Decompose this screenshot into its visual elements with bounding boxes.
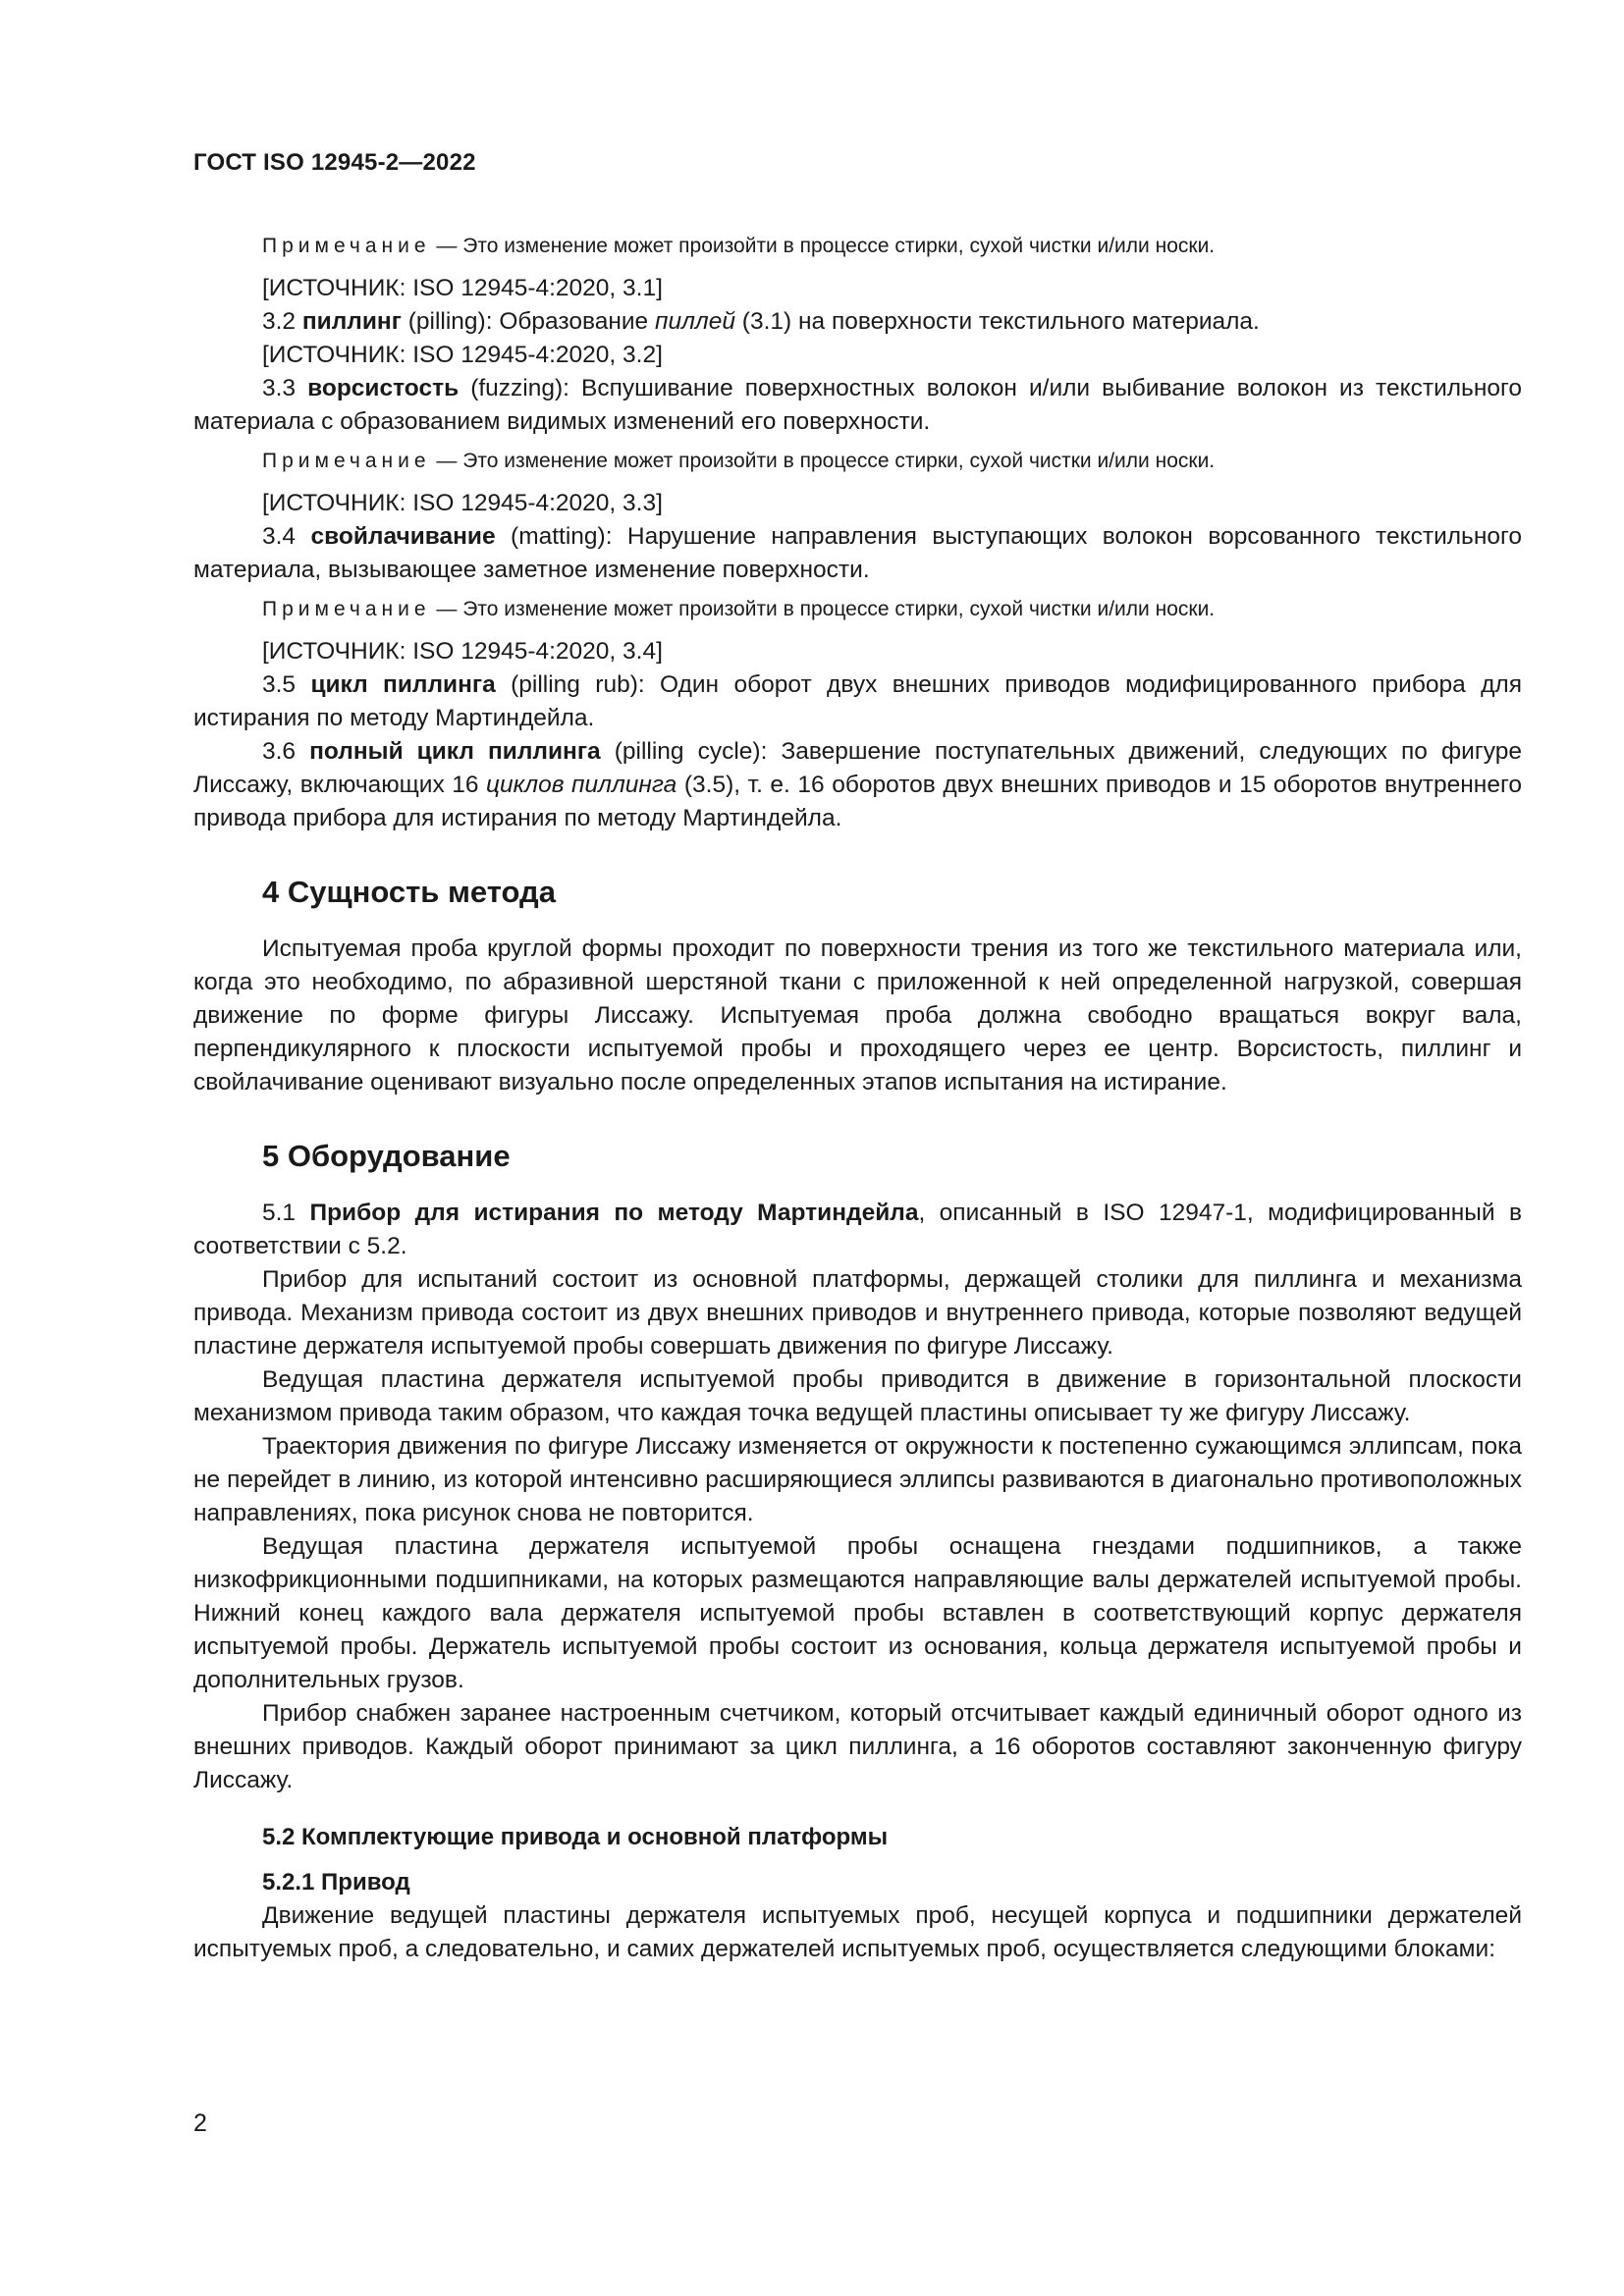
- term-text: (3.1) на поверхности текстильного материала.: [735, 308, 1260, 335]
- note-label: Примечание: [262, 235, 431, 257]
- note: [193, 595, 1522, 624]
- term-number: 3.4: [262, 523, 311, 550]
- section-paragraph: Прибор снабжен заранее настроенным счетчиком, который отсчитывает каждый единичный оборот одного из внешних приводов. Каждый оборот принимают за цикл пиллинга, а 16 оборотов составляют законченную фигуру Лиссажу.: [193, 1700, 1522, 1793]
- term-name: свойлачивание: [310, 523, 496, 550]
- section-heading: 5 Оборудование: [262, 1139, 511, 1173]
- term-definition: [193, 735, 1522, 835]
- term-definition: [193, 372, 1522, 439]
- term-name: полный цикл пиллинга: [309, 738, 601, 765]
- term-name: ворсистость: [307, 375, 460, 401]
- clause-number: 5.1: [262, 1200, 310, 1226]
- term-name: пиллинг: [301, 308, 402, 335]
- page-number: 2: [193, 2109, 207, 2137]
- section-paragraph: Испытуемая проба круглой формы проходит по поверхности трения из того же текстильного материала или, когда это необходимо, по абразивной шерстяной ткани с приложенной к ней определенной нагрузкой, совершая движение по форме фигуры Лиссажу. Испытуемая проба должна свободно вращаться вокруг вала, перпендикулярного к плоскости испытуемой пробы и проходящего через ее центр. Ворсистость, пиллинг и свойлачивание оценивают визуально после определенных этапов испытания на истирание.: [193, 935, 1522, 1095]
- subsubsection-heading: 5.2.1 Привод: [262, 1869, 410, 1896]
- term-number: 3.5: [262, 671, 311, 698]
- note-text: — Это изменение может произойти в процессе стирки, сухой чистки и/или носки.: [430, 235, 1216, 257]
- term-crossref: пиллей: [655, 308, 735, 335]
- source-ref: [ИСТОЧНИК: ISO 12945-4:2020, 3.4]: [262, 638, 663, 665]
- note-text: — Это изменение может произойти в процессе стирки, сухой чистки и/или носки.: [430, 598, 1216, 620]
- term-text: (3.5), т. е. 16 оборотов двух внешних приводов и 15 оборотов внутреннего привода прибора для истирания по методу Мартиндейла.: [193, 772, 1522, 831]
- source-ref: [ИСТОЧНИК: ISO 12945-4:2020, 3.3]: [262, 490, 663, 516]
- term-text: (matting): Нарушение направления выступающих волокон ворсованного текстильного материала, вызывающее заметное изменение поверхности.: [193, 523, 1522, 583]
- term-text: (pilling rub): Один оборот двух внешних приводов модифицированного прибора для истирания по методу Мартиндейла.: [193, 671, 1522, 731]
- source-ref: [ИСТОЧНИК: ISO 12945-4:2020, 3.2]: [262, 342, 663, 368]
- note-label: Примечание: [262, 450, 431, 472]
- section-paragraph: Ведущая пластина держателя испытуемой пробы приводится в движение в горизонтальной плоскости механизмом привода таким образом, что каждая точка ведущей пластины описывает ту же фигуру Лиссажу.: [193, 1366, 1522, 1426]
- clause-text: , описанный в ISO 12947-1, модифицированный в соответствии с 5.2.: [193, 1200, 1522, 1259]
- section-paragraph: Прибор для испытаний состоит из основной платформы, держащей столики для пиллинга и механизма привода. Механизм привода состоит из двух внешних приводов и внутреннего привода, которые позволяют ведущей пластине держателя испытуемой пробы совершать движения по фигуре Лиссажу.: [193, 1266, 1522, 1360]
- term-text: (pilling cycle): Завершение поступательных движений, следующих по фигуре Лиссажу, включающих 16: [193, 738, 1522, 798]
- section-paragraph: Движение ведущей пластины держателя испытуемых проб, несущей корпуса и подшипники держателей испытуемых проб, а следовательно, и самих держателей испытуемых проб, осуществляется следующими блоками:: [193, 1902, 1522, 1962]
- term-number: 3.3: [262, 375, 308, 401]
- term-name: цикл пиллинга: [310, 671, 496, 698]
- document-header: ГОСТ ISO 12945-2—2022: [193, 149, 476, 176]
- term-definition: [193, 305, 1522, 339]
- term-crossref: циклов пиллинга: [486, 772, 677, 798]
- note: [193, 447, 1522, 476]
- term-number: 3.2: [262, 308, 302, 335]
- note-label: Примечание: [262, 598, 431, 620]
- term-text: (fuzzing): Вспушивание поверхностных волокон и/или выбивание волокон из текстильного материала с образованием видимых изменений его поверхности.: [193, 375, 1523, 435]
- note-text: — Это изменение может произойти в процессе стирки, сухой чистки и/или носки.: [430, 450, 1216, 472]
- source-ref: [ИСТОЧНИК: ISO 12945-4:2020, 3.1]: [262, 275, 663, 301]
- note: [193, 232, 1522, 261]
- term-definition: [193, 668, 1522, 735]
- section-paragraph: Траектория движения по фигуре Лиссажу изменяется от окружности к постепенно сужающимся эллипсам, пока не перейдет в линию, из которой интенсивно расширяющиеся эллипсы развиваются в диагонально противоположных направлениях, пока рисунок снова не повторится.: [193, 1433, 1522, 1526]
- term-text: (pilling): Образование: [401, 308, 655, 335]
- term-number: 3.6: [262, 738, 310, 765]
- subsection-heading: 5.2 Комплектующие привода и основной платформы: [262, 1824, 889, 1850]
- section-paragraph: Ведущая пластина держателя испытуемой пробы оснащена гнездами подшипников, а также низкофрикционными подшипниками, на которых размещаются направляющие валы держателей испытуемой пробы. Нижний конец каждого вала держателя испытуемой пробы вставлен в соответствующий корпус держателя испытуемой пробы. Держатель испытуемой пробы состоит из основания, кольца держателя испытуемой пробы и дополнительных грузов.: [193, 1533, 1522, 1693]
- clause-term: Прибор для истирания по методу Мартиндейла: [309, 1200, 919, 1226]
- section-paragraph: [193, 1197, 1522, 1263]
- term-definition: [193, 520, 1522, 587]
- section-heading: 4 Сущность метода: [262, 875, 556, 909]
- page-body: [193, 224, 1522, 1966]
